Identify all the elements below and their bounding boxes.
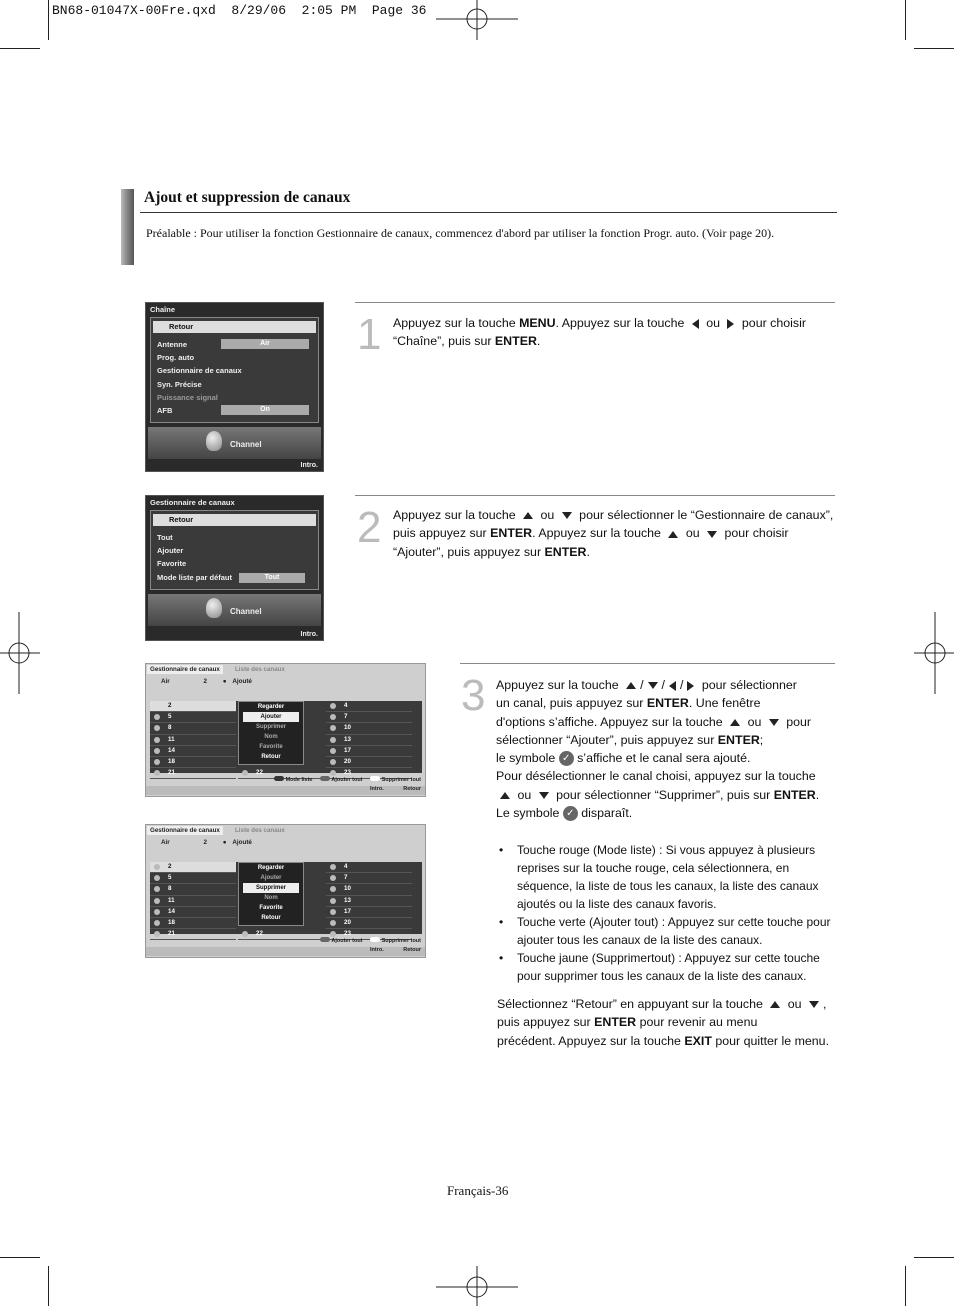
down-arrow-icon (562, 512, 572, 519)
channel-cell[interactable]: 2 (150, 701, 236, 712)
afb-value[interactable]: On (221, 405, 309, 415)
check-icon (154, 737, 160, 743)
nav-bar (146, 786, 425, 795)
tab-gestionnaire[interactable]: Gestionnaire de canaux (147, 826, 223, 835)
channel-cell[interactable]: 18 (150, 757, 236, 768)
channel-cell[interactable]: 5 (150, 873, 236, 884)
menu-item-syn-precise[interactable]: Syn. Précise (157, 380, 202, 389)
tab-liste-canaux[interactable]: Liste des canaux (235, 827, 285, 834)
channel-cell[interactable]: 8 (150, 723, 236, 734)
step-3-text: Appuyez sur la touche / / / pour sélectionner un canal, puis appuyez sur ENTER. Une fenêtre d'options s’affiche. Appuyez sur la touche ou pour sélectionner “Ajouter”, puis appuyez sur ENTER; le symbole ✓ s’affiche et le canal sera ajouté. Pour désélectionner le canal choisi, appuyez sur la touche ou pour sélectionner “Supprimer”, puis sur ENTER. Le symbole ✓ disparaît. (496, 678, 820, 821)
tv-screen-liste-supprimer (145, 824, 426, 958)
step-rule (355, 302, 835, 303)
down-arrow-icon (539, 792, 549, 799)
channel-cell[interactable]: 7 (326, 873, 412, 884)
popup-item-nom[interactable]: Nom (264, 895, 278, 901)
satellite-dish-icon (206, 598, 222, 618)
channel-cell[interactable]: 20 (326, 918, 412, 929)
check-icon (154, 714, 160, 720)
channel-cell[interactable]: 2 (150, 862, 236, 873)
popup-item-supprimer[interactable]: Supprimer (255, 724, 286, 730)
mode-liste-value[interactable]: Tout (239, 573, 305, 583)
air-row: Air 2 ● Ajouté (161, 678, 252, 685)
menu-item-puissance-signal: Puissance signal (157, 393, 218, 402)
check-icon (154, 909, 160, 915)
menu-panel (150, 317, 319, 423)
down-arrow-icon (648, 682, 658, 689)
tv-screen-chaine (145, 302, 324, 472)
channel-cell[interactable]: 22 (238, 929, 324, 940)
step-number: 2 (357, 503, 382, 552)
crop-mark (905, 0, 906, 40)
channel-cell[interactable]: 7 (326, 712, 412, 723)
channel-cell[interactable]: 20 (326, 757, 412, 768)
checkmark-icon: ✓ (559, 751, 574, 766)
menu-item-ajouter[interactable]: Ajouter (157, 546, 184, 555)
channel-cell[interactable]: 10 (326, 884, 412, 895)
crop-mark (914, 1257, 954, 1258)
right-arrow-icon (687, 681, 694, 691)
page-number: Français-36 (447, 1183, 509, 1198)
channel-cell[interactable]: 14 (150, 907, 236, 918)
channel-grid (150, 862, 422, 938)
channel-cell[interactable]: 18 (150, 918, 236, 929)
check-icon (330, 703, 336, 709)
air-row: Air 2 ● Ajouté (161, 839, 252, 846)
retour-hint[interactable]: Retour (403, 786, 421, 792)
legend-bar (146, 937, 425, 946)
check-icon (154, 725, 160, 731)
down-arrow-icon (707, 531, 717, 538)
check-icon (154, 748, 160, 754)
legend-supprimer-tout[interactable]: Supprimer tout (381, 938, 421, 944)
legend-supprimer-tout[interactable]: Supprimer tout (381, 777, 421, 783)
channel-cell[interactable]: 21 (150, 929, 236, 940)
channel-cell[interactable]: 5 (150, 712, 236, 723)
menu-item-gestionnaire[interactable]: Gestionnaire de canaux (157, 366, 242, 375)
up-arrow-icon (770, 1001, 780, 1008)
options-popup (238, 701, 304, 765)
tv-screen-liste-ajouter (145, 663, 426, 797)
check-icon (330, 909, 336, 915)
section-rule (140, 212, 837, 213)
channel-cell[interactable]: 11 (150, 735, 236, 746)
retour-hint[interactable]: Retour (403, 947, 421, 953)
step-rule (355, 495, 835, 496)
channel-cell[interactable]: 22 (238, 768, 324, 779)
legend-bar (146, 776, 425, 785)
tab-liste-canaux[interactable]: Liste des canaux (235, 666, 285, 673)
check-icon (154, 759, 160, 765)
screen-title: Gestionnaire de canaux (150, 498, 235, 507)
up-arrow-icon (523, 512, 533, 519)
check-icon (330, 875, 336, 881)
popup-item-ajouter[interactable]: Ajouter (243, 712, 299, 722)
channel-column (326, 701, 412, 777)
intro-hint: Intro. (300, 462, 318, 469)
left-arrow-icon (692, 319, 699, 329)
menu-panel (150, 510, 319, 590)
channel-cell[interactable]: 4 (326, 862, 412, 873)
registration-mark-left-icon (0, 612, 40, 694)
channel-cell[interactable]: 21 (150, 768, 236, 779)
channel-column (150, 701, 236, 777)
channel-cell[interactable]: 10 (326, 723, 412, 734)
check-icon (154, 875, 160, 881)
menu-item-tout[interactable]: Tout (157, 533, 173, 542)
channel-cell[interactable]: 8 (150, 884, 236, 895)
channel-cell[interactable]: 23 (326, 768, 412, 779)
tv-screen-gestionnaire (145, 495, 324, 641)
check-icon (330, 737, 336, 743)
check-icon (330, 748, 336, 754)
step-number: 3 (461, 671, 486, 720)
tab-gestionnaire[interactable]: Gestionnaire de canaux (147, 665, 223, 674)
channel-cell[interactable]: 17 (326, 907, 412, 918)
check-icon (330, 725, 336, 731)
step-number: 1 (357, 310, 382, 359)
section-title: Ajout et suppression de canaux (144, 189, 351, 206)
up-arrow-icon (730, 719, 740, 726)
registration-mark-bottom-icon (436, 1266, 518, 1306)
channel-cell[interactable]: 11 (150, 896, 236, 907)
up-arrow-icon (626, 682, 636, 689)
menu-item-afb[interactable]: AFB (157, 406, 173, 415)
note-yellow-key: • Touche jaune (Supprimertout) : Appuyez sur cette touche pour supprimer tous les canaux de la liste des canaux. (497, 949, 832, 985)
step-2-text: Appuyez sur la touche ou pour sélectionner le “Gestionnaire de canaux”, puis appuyez sur ENTER. Appuyez sur la touche ou pour choisir “Ajouter”, puis appuyez sur ENTER. (393, 508, 834, 559)
check-icon (330, 759, 336, 765)
popup-item-supprimer[interactable]: Supprimer (243, 883, 299, 893)
antenne-value[interactable]: Air (221, 339, 309, 349)
up-arrow-icon (668, 531, 678, 538)
left-arrow-icon (669, 681, 676, 691)
popup-item-retour[interactable]: Retour (261, 754, 281, 760)
channel-cell[interactable]: 4 (326, 701, 412, 712)
down-arrow-icon (769, 719, 779, 726)
menu-item-retour[interactable]: Retour (153, 321, 316, 333)
final-instruction: Sélectionnez “Retour” en appuyant sur la touche ou , puis appuyez sur ENTER pour revenir au menu précédent. Appuyez sur la touche EXIT pour quitter le menu. (497, 997, 830, 1048)
intro-hint[interactable]: Intro. (369, 786, 384, 792)
crop-mark (48, 1266, 49, 1306)
channel-cell[interactable]: 14 (150, 746, 236, 757)
popup-item-favorite[interactable]: Favorite (259, 744, 283, 750)
checkmark-icon: ✓ (563, 806, 578, 821)
channel-grid (150, 701, 422, 777)
legend-ajouter-tout[interactable]: Ajouter tout (331, 777, 363, 783)
registration-mark-right-icon (914, 612, 954, 694)
section-bar (121, 189, 134, 265)
crop-mark (48, 0, 49, 40)
note-red-key: • Touche rouge (Mode liste) : Si vous appuyez à plusieurs reprises sur la touche rouge, cela sélectionnera, en séquence, la liste de tous les canaux, la liste des canaux ajoutés ou la liste des canaux favoris. (497, 841, 832, 913)
check-icon (330, 864, 336, 870)
menu-item-mode-liste[interactable]: Mode liste par défaut (157, 573, 233, 582)
banner-label: Channel (230, 607, 262, 616)
check-icon (154, 864, 160, 870)
menu-item-antenne[interactable]: Antenne (157, 340, 187, 349)
intro-hint[interactable]: Intro. (369, 947, 384, 953)
crop-mark (905, 1266, 906, 1306)
banner-label: Channel (230, 440, 262, 449)
down-arrow-icon (809, 1001, 819, 1008)
check-icon (330, 898, 336, 904)
step-rule (460, 663, 835, 664)
check-icon: ● (222, 678, 227, 685)
screen-title: Chaîne (150, 305, 176, 314)
prerequisite-note: Préalable : Pour utiliser la fonction Gestionnaire de canaux, commencez d'abord par utiliser la fonction Progr. auto. (Voir page 20). (146, 226, 775, 240)
satellite-dish-icon (206, 431, 222, 451)
note-green-key: • Touche verte (Ajouter tout) : Appuyez sur cette touche pour ajouter tous les canaux de la liste des canaux. (497, 913, 832, 949)
check-icon: ● (222, 839, 227, 846)
legend-mode-liste[interactable]: Mode liste (285, 777, 313, 783)
channel-column (326, 862, 412, 938)
channel-banner (148, 427, 321, 459)
channel-cell[interactable]: 17 (326, 746, 412, 757)
popup-item-regarder[interactable]: Regarder (257, 704, 285, 710)
crop-mark (914, 48, 954, 49)
legend-ajouter-tout[interactable]: Ajouter tout (331, 938, 363, 944)
popup-item-retour[interactable]: Retour (261, 915, 281, 921)
crop-mark (0, 1257, 40, 1258)
popup-item-nom[interactable]: Nom (264, 734, 278, 740)
intro-hint: Intro. (300, 631, 318, 638)
print-header: BN68-01047X-00Fre.qxd 8/29/06 2:05 PM Page 36 (52, 3, 427, 18)
channel-cell[interactable]: 13 (326, 896, 412, 907)
right-arrow-icon (727, 319, 734, 329)
popup-item-ajouter[interactable]: Ajouter (260, 875, 282, 881)
menu-item-retour[interactable]: Retour (153, 514, 316, 526)
check-icon (330, 714, 336, 720)
check-icon (154, 920, 160, 926)
options-popup (238, 862, 304, 926)
nav-bar (146, 947, 425, 956)
color-key-notes (497, 841, 832, 985)
check-icon (330, 886, 336, 892)
channel-cell[interactable]: 23 (326, 929, 412, 940)
popup-item-favorite[interactable]: Favorite (259, 905, 283, 911)
crop-mark (0, 48, 40, 49)
popup-item-regarder[interactable]: Regarder (257, 865, 285, 871)
channel-banner (148, 594, 321, 626)
up-arrow-icon (500, 792, 510, 799)
step-1-text: Appuyez sur la touche MENU. Appuyez sur la touche ou pour choisir “Chaîne”, puis sur ENTER. (393, 316, 806, 349)
check-icon (154, 898, 160, 904)
channel-column (150, 862, 236, 938)
check-icon (330, 920, 336, 926)
registration-mark-top-icon (436, 0, 518, 40)
menu-item-prog-auto[interactable]: Prog. auto (157, 353, 195, 362)
channel-cell[interactable]: 13 (326, 735, 412, 746)
check-icon (154, 886, 160, 892)
menu-item-favorite[interactable]: Favorite (157, 559, 187, 568)
